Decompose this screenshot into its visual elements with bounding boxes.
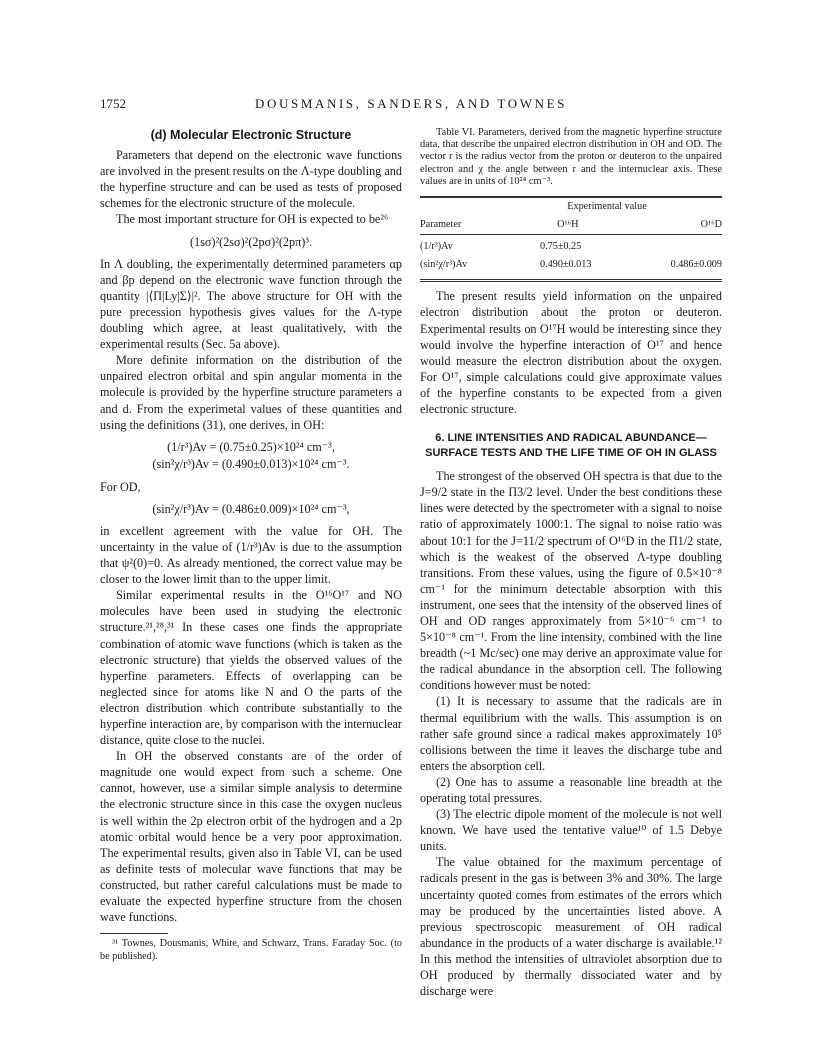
footnote: ³¹ Townes, Dousmanis, White, and Schwarz, Trans. Faraday Soc. (to be published). bbox=[100, 938, 402, 962]
equation-od-value: (sin²χ/r³)Av = (0.486±0.009)×10²⁴ cm⁻³, bbox=[152, 501, 350, 516]
paragraph: The most important structure for OH is expected to be²⁶ bbox=[116, 212, 389, 227]
list-item: (1) It is necessary to assume that the radicals are in thermal equilibrium with the walls. This assumption is on rather safe ground since a radical makes approximately 10⁵ collisions between the time it leaves the discharge tube and enters the absorption cell. bbox=[420, 694, 722, 773]
table-row bbox=[420, 256, 722, 281]
equation-line: (1/r³)Av = (0.75±0.25)×10²⁴ cm⁻³, bbox=[167, 439, 335, 454]
running-head bbox=[100, 96, 722, 116]
table-header-od: O¹⁶D bbox=[700, 219, 722, 231]
list-item: (3) The electric dipole moment of the molecule is not well known. We have used the tentative value¹⁰ of 1.5 Debye units. bbox=[420, 807, 722, 854]
paragraph: in excellent agreement with the value for OH. The uncertainty in the value of (1/r³)Av is due to the assumption that ψ²(0)=0. As already mentioned, the correct value may be closer to the lower limit than to the upper limit. bbox=[100, 523, 402, 587]
table-cell-param: (1/r³)Av bbox=[420, 235, 492, 257]
section-title-line-intensities: 6. LINE INTENSITIES AND RADICAL ABUNDANCE—SURFACE TESTS AND THE LIFE TIME OF OH IN GLASS bbox=[425, 432, 717, 459]
paragraph: In OH the observed constants are of the order of magnitude one would expect from such a scheme. One cannot, however, use a similar simple analysis to determine the electronic structure since in this case the oxygen nucleus is well within the 2p electron orbit of the hydrogen and a 2p atomic orbital would hence be a very poor approximation. The experimental results, given also in Table VI, can be used as definite tests of molecular wave functions that may be constructed, but rather careful calculations must be made to evaluate the expected hyperfine structure from the chosen wave functions. bbox=[100, 749, 402, 925]
page-number: 1752 bbox=[100, 96, 126, 111]
table-row bbox=[420, 235, 722, 257]
table-header-parameter: Parameter bbox=[420, 219, 462, 231]
paragraph: Similar experimental results in the O¹⁶O¹⁷ and NO molecules have been used in studying the electronic structure.²¹,²⁸,³¹ In these cases one finds the appropriate combination of atomic wave functions (which is taken as the electronic structure) that yields the observed values of the hyperfine parameters. Effects of overlapping can be neglected since for atoms like N and O the parts of the electron distribution which contribute substantially to the hyperfine interaction are, by comparison with the internuclear distance, quite close to the nuclei. bbox=[100, 588, 402, 748]
table-caption: Table VI. Parameters, derived from the magnetic hyperfine structure data, that describe the unpaired electron distribution in OH and OD. The vector r is the radius vector from the proton or deuteron to the unpaired electron and χ the angle between r and the internuclear axis. These values are in units of 10²⁴ cm⁻³. bbox=[420, 127, 722, 187]
table-header-cell bbox=[420, 197, 492, 216]
section-title-molecular-structure: (d) Molecular Electronic Structure bbox=[150, 128, 352, 142]
table-header-oh: O¹⁶H bbox=[557, 219, 579, 231]
running-head-authors: DOUSMANIS, SANDERS, AND TOWNES bbox=[255, 96, 567, 111]
equation-line: (sin²χ/r³)Av = (0.490±0.013)×10²⁴ cm⁻³. bbox=[152, 456, 350, 471]
right-column bbox=[420, 127, 722, 999]
table-cell-oh: 0.75±0.25 bbox=[492, 235, 644, 257]
paragraph: More definite information on the distribution of the unpaired electron orbital and spin angular momenta in the molecule is provided by the hyperfine structure parameters a and d. From the experimetal values of these quantities and using the definitions (31), one derives, in OH: bbox=[100, 353, 402, 432]
table-cell-od bbox=[644, 235, 722, 257]
table-group-header: Experimental value bbox=[492, 197, 722, 216]
paragraph: The strongest of the observed OH spectra is that due to the J=9/2 state in the Π3/2 level. Under the best conditions these lines were detected by the spectrometer with a signal to noise ratio of approximately 1000:1. The signal to noise ratio was about 10:1 for the J=11/2 spectrum of O¹⁶D in the Π1/2 state, which is the weakest of the observed Λ-type doubling transitions. From these values, using the figure of 0.5×10⁻⁸ cm⁻¹ for the minimum detectable absorption with this instrument, one sees that the intensity of the observed lines of OH and OD ranges approximately from 5×10⁻⁶ cm⁻¹ to 5×10⁻⁸ cm⁻¹. From the line intensity, combined with the line breadth (~1 Mc/sec) one may derive an approximate value for the radical abundance in the absorption cell. The following conditions however must be noted: bbox=[420, 469, 723, 693]
paragraph: In Λ doubling, the experimentally determined parameters αp and βp depend on the electronic wave function through the quantity |⟨Π|Ly|Σ⟩|². The above structure for OH with the pure precession hypothesis gives values for the Λ-type doubling which agree, at least qualitatively, with the experimental results (Sec. 5a above). bbox=[100, 256, 402, 352]
table-vi bbox=[420, 196, 722, 282]
paragraph: The present results yield information on the unpaired electron distribution about the proton or deuteron. Experimental results on O¹⁷H would be interesting since they would involve the hyperfine interaction of O¹⁷ and hence would measure the electron distribution about the oxygen. For O¹⁷, simple calculations could give approximate values of the hyperfine constants to be expected from a given electronic structure. bbox=[420, 289, 722, 417]
table-cell-param: (sin²χ/r³)Av bbox=[420, 256, 492, 281]
equation-electron-configuration: (1sσ)²(2sσ)²(2pσ)²(2pπ)³. bbox=[189, 234, 313, 249]
footnote-rule bbox=[100, 933, 168, 934]
table-cell-oh: 0.490±0.013 bbox=[492, 256, 644, 281]
left-column bbox=[100, 127, 402, 963]
equation-oh-values bbox=[100, 439, 402, 473]
table-cell-od: 0.486±0.009 bbox=[644, 256, 722, 281]
paragraph: The value obtained for the maximum percentage of radicals present in the gas is between 3% and 30%. The large uncertainty quoted comes from estimates of the errors which may be produced by the uncertainties listed above. A previous spectroscopic measurement of OH radical abundance in the products of a water discharge is available.¹² In this method the intensities of ultraviolet absorption due to OH produced by thermally dissociated water and by discharge were bbox=[420, 855, 722, 999]
paragraph: Parameters that depend on the electronic wave functions are involved in the present results on the Λ-type doubling and the hyperfine structure and can be used as tests of proposed schemes for the electronic structure of the molecule. bbox=[100, 148, 402, 211]
list-item: (2) One has to assume a reasonable line breadth at the operating total pressures. bbox=[420, 774, 722, 806]
paragraph: For OD, bbox=[100, 479, 141, 494]
